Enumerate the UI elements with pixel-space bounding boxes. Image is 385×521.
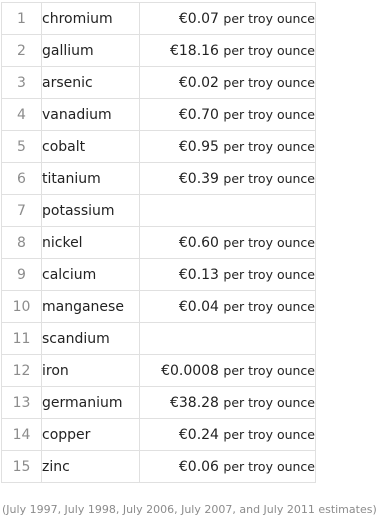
table-row	[2, 3, 316, 35]
price-cell	[140, 3, 316, 35]
element-name-cell: manganese	[42, 291, 140, 323]
price-value: €0.06	[178, 458, 219, 475]
element-name-cell: nickel	[42, 227, 140, 259]
table-row	[2, 99, 316, 131]
row-index-cell: 5	[2, 131, 42, 163]
row-index-cell: 8	[2, 227, 42, 259]
price-unit: per troy ounce	[223, 394, 315, 410]
table-row	[2, 259, 316, 291]
element-price-table	[1, 2, 316, 483]
price-unit: per troy ounce	[223, 362, 315, 378]
element-name-cell: vanadium	[42, 99, 140, 131]
price-cell	[140, 355, 316, 387]
price-cell	[140, 227, 316, 259]
element-name-cell: iron	[42, 355, 140, 387]
price-unit: per troy ounce	[223, 266, 315, 282]
price-cell	[140, 195, 316, 227]
price-value: €18.16	[169, 42, 219, 59]
price-unit: per troy ounce	[223, 106, 315, 122]
element-name-cell: germanium	[42, 387, 140, 419]
price-value: €0.95	[178, 138, 219, 155]
price-unit: per troy ounce	[223, 74, 315, 90]
price-cell	[140, 131, 316, 163]
element-name-cell: copper	[42, 419, 140, 451]
table-row	[2, 291, 316, 323]
price-cell	[140, 35, 316, 67]
price-value: €0.07	[178, 10, 219, 27]
row-index-cell: 12	[2, 355, 42, 387]
table-row	[2, 227, 316, 259]
element-name-cell: chromium	[42, 3, 140, 35]
table-row	[2, 67, 316, 99]
table-row	[2, 163, 316, 195]
element-name-cell: gallium	[42, 35, 140, 67]
table-body	[2, 3, 316, 483]
price-unit: per troy ounce	[223, 138, 315, 154]
element-name-cell: potassium	[42, 195, 140, 227]
element-name-cell: calcium	[42, 259, 140, 291]
price-value: €0.13	[178, 266, 219, 283]
price-value: €0.39	[178, 170, 219, 187]
row-index-cell: 15	[2, 451, 42, 483]
row-index-cell: 1	[2, 3, 42, 35]
price-cell	[140, 323, 316, 355]
row-index-cell: 3	[2, 67, 42, 99]
table-row	[2, 387, 316, 419]
price-value: €0.24	[178, 426, 219, 443]
element-name-cell: zinc	[42, 451, 140, 483]
price-cell	[140, 99, 316, 131]
table-row	[2, 355, 316, 387]
price-value: €0.0008	[161, 362, 219, 379]
element-name-cell: titanium	[42, 163, 140, 195]
price-value: €0.04	[178, 298, 219, 315]
table-row	[2, 131, 316, 163]
price-cell	[140, 419, 316, 451]
price-cell	[140, 67, 316, 99]
table-row	[2, 451, 316, 483]
price-unit: per troy ounce	[223, 426, 315, 442]
estimates-footnote: (July 1997, July 1998, July 2006, July 2007, and July 2011 estimates)	[2, 503, 377, 516]
price-unit: per troy ounce	[223, 10, 315, 26]
price-cell	[140, 163, 316, 195]
row-index-cell: 7	[2, 195, 42, 227]
row-index-cell: 14	[2, 419, 42, 451]
price-value: €38.28	[169, 394, 219, 411]
row-index-cell: 6	[2, 163, 42, 195]
price-unit: per troy ounce	[223, 170, 315, 186]
row-index-cell: 2	[2, 35, 42, 67]
price-cell	[140, 291, 316, 323]
row-index-cell: 13	[2, 387, 42, 419]
table-row	[2, 195, 316, 227]
price-value: €0.60	[178, 234, 219, 251]
price-unit: per troy ounce	[223, 234, 315, 250]
row-index-cell: 4	[2, 99, 42, 131]
element-name-cell: cobalt	[42, 131, 140, 163]
price-cell	[140, 387, 316, 419]
price-unit: per troy ounce	[223, 458, 315, 474]
price-cell	[140, 451, 316, 483]
row-index-cell: 10	[2, 291, 42, 323]
row-index-cell: 11	[2, 323, 42, 355]
element-name-cell: scandium	[42, 323, 140, 355]
element-name-cell: arsenic	[42, 67, 140, 99]
price-value: €0.70	[178, 106, 219, 123]
table-row	[2, 35, 316, 67]
table-row	[2, 419, 316, 451]
row-index-cell: 9	[2, 259, 42, 291]
price-unit: per troy ounce	[223, 42, 315, 58]
table-row	[2, 323, 316, 355]
price-unit: per troy ounce	[223, 298, 315, 314]
price-value: €0.02	[178, 74, 219, 91]
price-cell	[140, 259, 316, 291]
